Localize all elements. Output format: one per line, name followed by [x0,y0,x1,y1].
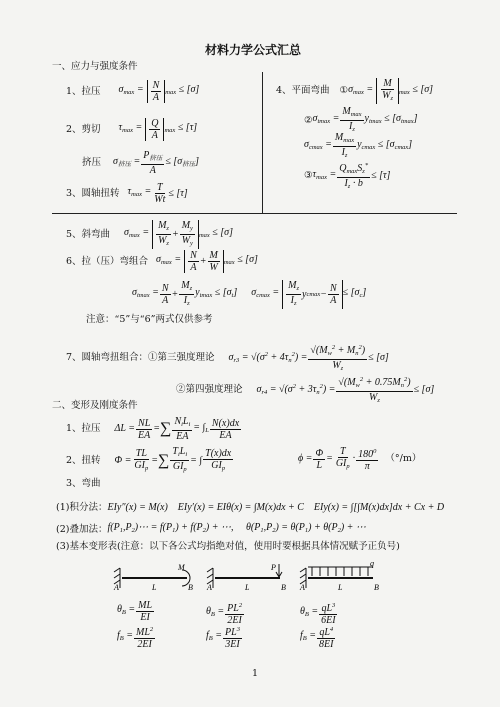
svg-text:q: q [370,562,374,568]
svg-text:L: L [338,583,343,592]
formula-integration: (1)积分法： EIy″(x) = M(x) EIy′(x) = EIθ(x) = ∫M(x)dx + C EIy(x) = ∫[∫M(x)dx]dx + Cx + D [56,502,445,513]
formula-shear: 2、剪切 $\tau_{max}$ = $\frac{Q}{A}$ $_{max}$ ≤ [τ] [66,118,198,141]
theta-moment: $\theta_B$ = $\frac{ML}{EI}$ [117,600,153,623]
formula-bending-2: ② $\sigma_{tmax}$ = $\frac{M_{max}}{I_z}$ $y_{tmax} \le [\sigma_{tmax}]$ [304,106,418,133]
note-text: 注意：“5”与“6”两式仅供参考 [86,314,213,325]
basic-deformation-table-heading: (3)基本变形表(注意：以下各公式均指绝对值，使用时要根据具体情况赋予正负号) [56,541,400,552]
divider-horizontal [52,213,457,214]
formula-bending-4: ③ $\tau_{max}$ = $\frac{Q_{max}S_z^*}{I_z \cdot b}$ ≤ [τ] [304,162,391,190]
divider-vertical [262,72,263,214]
svg-text:L: L [152,583,157,592]
formula-fourth-theory: ②第四强度理论 $\sigma_{r4} = √(\sigma^2 + 3\tau_n^2)$ = $\frac{√(M_w^2 + 0.75M_n^2)}{W_z}$ ≤ [σ] [176,376,435,404]
formula-twist-angle: 2、扭转 Φ = $\frac{TL}{GI_p}$ = ∑ $\frac{T_iL_i}{GI_p}$ = ∫ $\frac{T(x)dx}{GI_p}$ [66,446,232,473]
section1-heading: 一、应力与强度条件 [52,61,138,72]
formula-bearing: 挤压 $\sigma_{挤压}$ = $\frac{P_{挤压}}{A}$ ≤ $[\sigma_{挤压}]$ [82,150,200,176]
svg-text:A: A [300,583,305,592]
formula-tension: 1、拉压 $\sigma_{max}$ = $\frac{N}{A}$ $_{max}$ ≤ [σ] [66,80,200,103]
svg-text:B: B [188,583,193,592]
svg-text:L: L [245,583,250,592]
svg-text:B: B [281,583,286,592]
formula-combined-2: $\sigma_{tmax}$ = $\frac{N}{A}$ + $\frac{M_z}{I_z}$ $y_{tmax} \le [\sigma_t]$ $\sigma_{cmax}$ = $\frac{M_z}{I_z}$ y cmax − $\frac{N}{A}$ ≤ $[\sigma_c]$ [132,280,367,307]
svg-text:A: A [207,583,212,592]
section2-heading: 二、变形及刚度条件 [52,400,138,411]
theta-distributed-load: $\theta_B$ = $\frac{qL^3}{6EI}$ [300,602,336,626]
formula-combined-1: 6、拉（压）弯组合 $\sigma_{max}$ = $\frac{N}{A}$ + $\frac{M}{W}$ $_{max}$ ≤ [σ] [66,250,258,273]
deflection-point-load: $f_B$ = $\frac{PL^3}{3EI}$ [206,626,240,650]
formula-elongation: 1、拉压 ΔL = $\frac{NL}{EA}$ = ∑ $\frac{N_iL_i}{EA}$ = $\int_L$ $\frac{N(x)dx}{EA}$ [66,416,240,442]
formula-third-theory: 7、圆轴弯扭组合：①第三强度理论 $\sigma_{r3} = √(\sigma^2 + 4\tau_n^2)$ = $\frac{√(M_w^2 + M_n^2)}{W_z}$ ≤ [σ] [66,344,389,372]
beam-point-load-diagram [205,562,290,592]
formula-bending-1: 4、平面弯曲 ① $\sigma_{max}$ = $\frac{M}{W_z}$ $_{max}$ ≤ [σ] [276,78,434,102]
formula-unit-twist: ϕ = $\frac{\Phi}{L}$ = $\frac{T}{GI_p}$ · $\frac{180^0}{\pi}$ （°/m） [298,446,422,472]
deflection-moment: $f_B$ = $\frac{ML^2}{2EI}$ [117,626,154,650]
beam-moment-diagram [112,562,197,592]
formula-torsion: 3、圆轴扭转 $\tau_{max}$ = $\frac{T}{Wt}$ ≤ [τ] [66,182,188,205]
svg-text:A: A [114,583,119,592]
svg-text:B: B [374,583,379,592]
bending-heading: 3、弯曲 [66,478,101,489]
formula-bending-3: $\sigma_{cmax}$ = $\frac{M_{max}}{I_z}$ $y_{cmax} \le [\sigma_{cmax}]$ [304,132,413,159]
svg-text:P: P [271,563,276,572]
beam-distributed-load-diagram [298,562,383,592]
theta-point-load: $\theta_B$ = $\frac{PL^2}{2EI}$ [206,602,243,626]
svg-text:M: M [178,563,185,572]
formula-oblique-bending: 5、斜弯曲 $\sigma_{max}$ = $\frac{M_z}{W_z}$ + $\frac{M_y}{W_y}$ $_{max}$ ≤ [σ] [66,220,233,247]
page-number: 1 [252,668,259,679]
formula-superposition: (2)叠加法： $f(P_1,P_2)\cdots = f(P_1) + f(P_2)$ + ⋯, $\theta(P_1,P_2) = \theta(P_1) + \theta(P_2)$ + ⋯ [56,522,366,535]
deflection-distributed-load: $f_B$ = $\frac{qL^4}{8EI}$ [300,626,334,650]
page-title: 材料力学公式汇总 [205,43,302,57]
